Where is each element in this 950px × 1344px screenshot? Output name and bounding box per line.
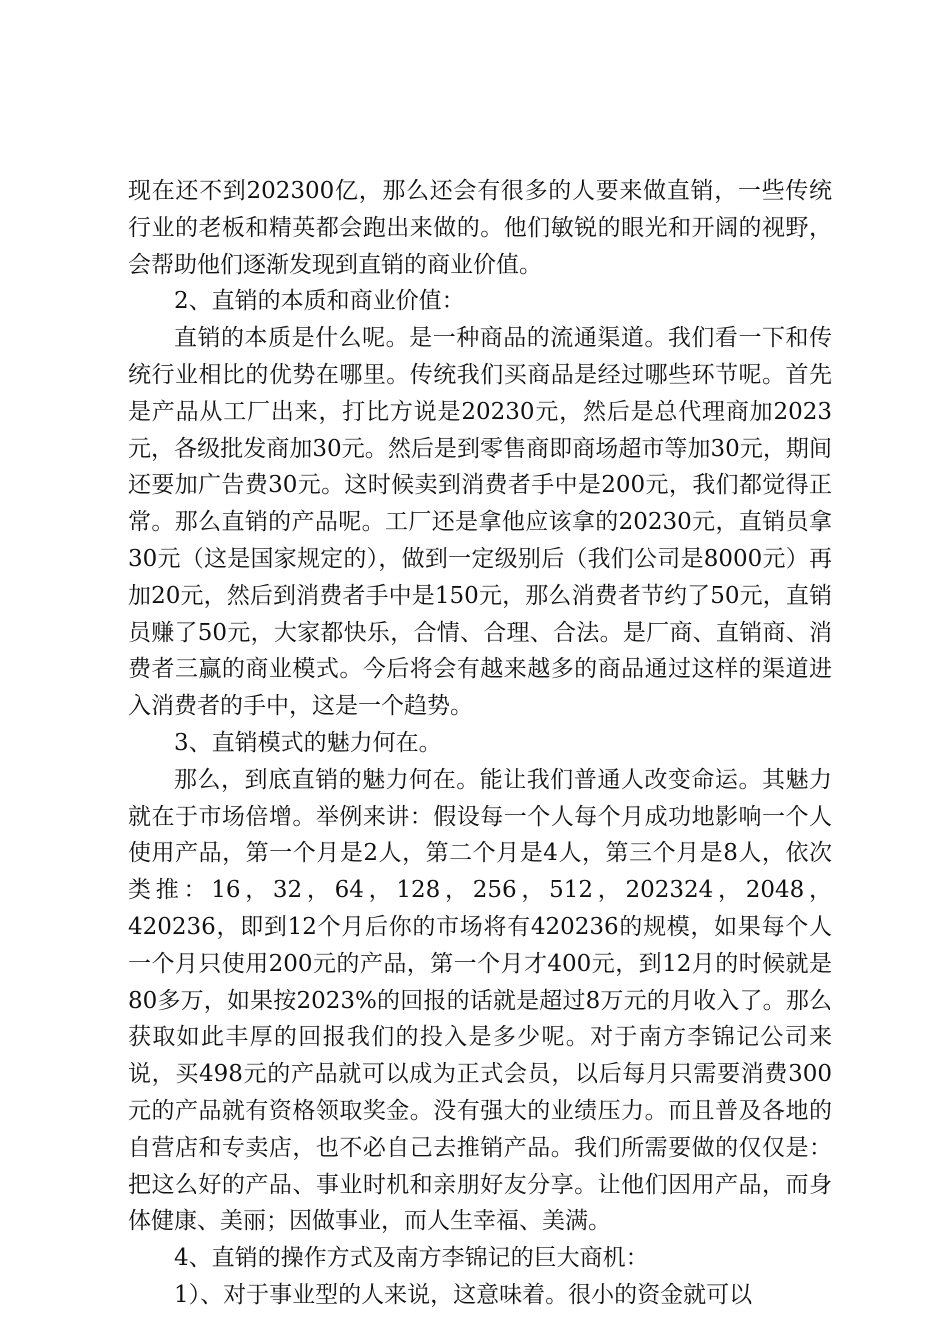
section-heading-3: 3、直销模式的魅力何在。	[174, 729, 442, 756]
paragraph-charm: 那么，到底直销的魅力何在。能让我们普通人改变命运。其魅力就在于市场倍增。举例来讲：假设每一个人每个月成功地影响一个人使用产品，第一个月是2人，第二个月是4人，第三个月是8人，依次类推：16，32，64，128，256，512，202324，2048，420236，即到12个月后你的市场将有420236的规模，如果每个人一个月只使用200元的产品，第一个月才400元，到12月的时候就是80多万，如果按2023%的回报的话就是超过8万元的月收入了。那么获取如此丰厚的回报我们的投入是多少呢。对于南方李锦记公司来说，买498元的产品就可以成为正式会员，以后每月只需要消费300元的产品就有资格领取奖金。没有强大的业绩压力。而且普及各地的自营店和专卖店，也不必自己去推销产品。我们所需要做的仅仅是：把这么好的产品、事业时机和亲朋好友分享。让他们因用产品，而身体健康、美丽；因做事业，而人生幸福、美满。	[128, 766, 832, 1235]
paragraph-essence: 直销的本质是什么呢。是一种商品的流通渠道。我们看一下和传统行业相比的优势在哪里。传统我们买商品是经过哪些环节呢。首先是产品从工厂出来，打比方说是20230元，然后是总代理商加2023元，各级批发商加30元。然后是到零售商即商场超市等加30元，期间还要加广告费30元。这时候卖到消费者手中是200元，我们都觉得正常。那么直销的产品呢。工厂还是拿他应该拿的20230元，直销员拿30元（这是国家规定的），做到一定级别后（我们公司是8000元）再加20元，然后到消费者手中是150元，那么消费者节约了50元，直销员赚了50元，大家都快乐，合情、合理、合法。是厂商、直销商、消费者三赢的商业模式。今后将会有越来越多的商品通过这样的渠道进入消费者的手中，这是一个趋势。	[128, 325, 832, 720]
section-heading-2: 2、直销的本质和商业价值：	[174, 288, 465, 315]
section-heading-4: 4、直销的操作方式及南方李锦记的巨大商机：	[174, 1245, 649, 1272]
paragraph-operation: 1）、对于事业型的人来说，这意味着。很小的资金就可以	[174, 1281, 753, 1308]
paragraph-continuation: 现在还不到202300亿，那么还会有很多的人要来做直销，一些传统行业的老板和精英都会跑出来做的。他们敏锐的眼光和开阔的视野，会帮助他们逐渐发现到直销的商业价值。	[128, 178, 832, 278]
document-body	[128, 173, 832, 1314]
